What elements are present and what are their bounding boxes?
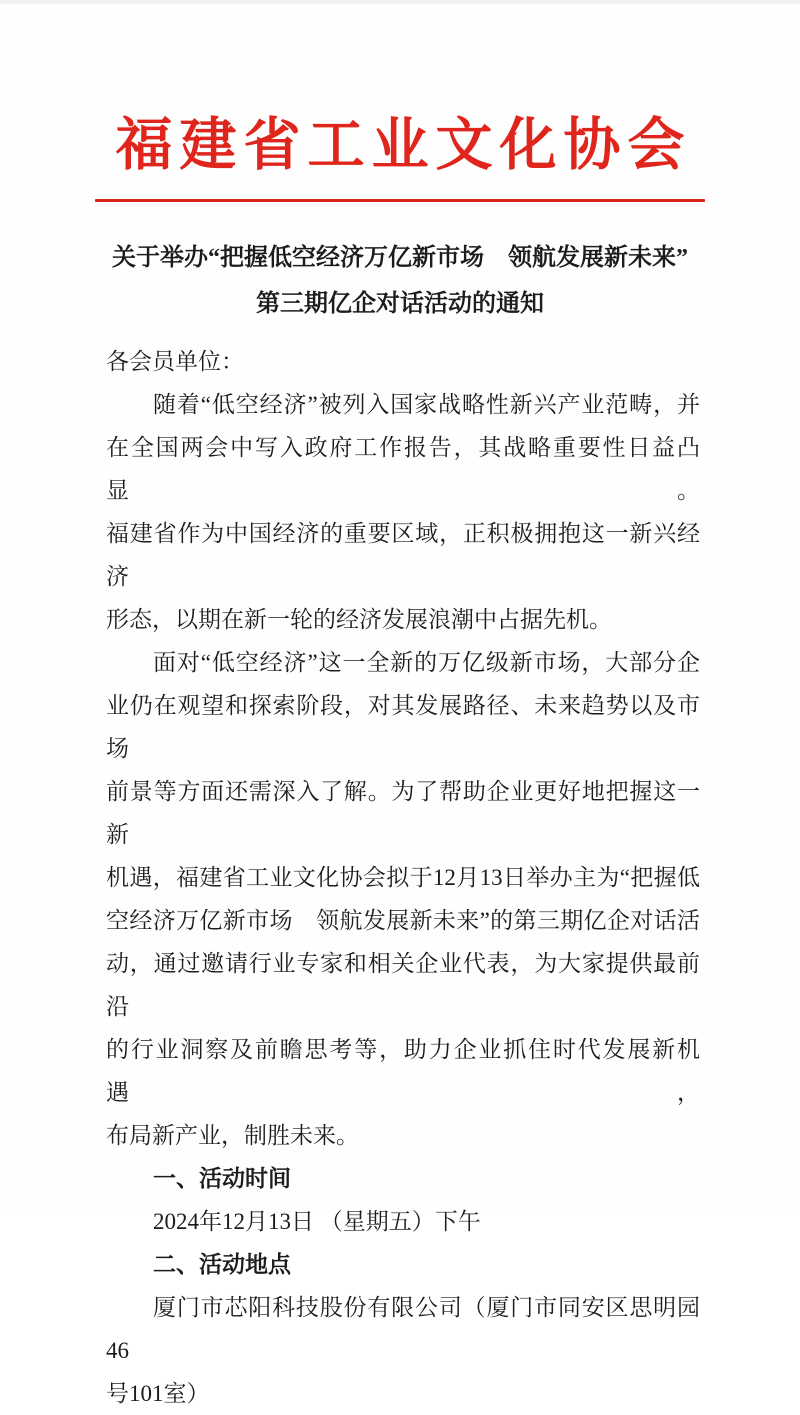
body-line: 一、活动时间: [153, 1166, 291, 1191]
body-line: 厦门市芯阳科技股份有限公司（厦门市同安区思明园46: [106, 1295, 700, 1363]
body-line: 动，通过邀请行业专家和相关企业代表，为大家提供最前沿: [106, 951, 700, 1019]
scan-edge-shadow: [0, 0, 800, 4]
body-line: 空经济万亿新市场 领航发展新未来”的第三期亿企对话活: [106, 908, 700, 933]
letterhead-org-title: 福建省工业文化协会: [115, 114, 692, 177]
body-line: 机遇，福建省工业文化协会拟于12月13日举办主为“把握低: [106, 865, 700, 890]
body-line: 面对“低空经济”这一全新的万亿级新市场，大部分企: [153, 650, 700, 675]
letterhead-divider-line: [95, 199, 705, 202]
body-line: 在全国两会中写入政府工作报告，其战略重要性日益凸显。: [106, 435, 700, 503]
body-line: 形态，以期在新一轮的经济发展浪潮中占据先机。: [106, 607, 612, 632]
body-line: 前景等方面还需深入了解。为了帮助企业更好地把握这一新: [106, 779, 700, 847]
document-title-line-2: 第三期亿企对话活动的通知: [256, 291, 544, 317]
body-line: 2024年12月13日 （星期五）下午: [153, 1209, 481, 1234]
document-title: [0, 235, 800, 327]
body-line: 福建省作为中国经济的重要区域，正积极拥抱这一新兴经济: [106, 521, 700, 589]
body-line: 二、活动地点: [153, 1252, 291, 1277]
body-line: 的行业洞察及前瞻思考等，助力企业抓住时代发展新机遇，: [106, 1037, 700, 1105]
body-line: 号101室）: [106, 1381, 210, 1406]
body-line: 布局新产业，制胜未来。: [106, 1123, 359, 1148]
document-title-line-1: 关于举办“把握低空经济万亿新市场 领航发展新未来”: [112, 245, 688, 271]
body-line: 随着“低空经济”被列入国家战略性新兴产业范畴，并: [153, 392, 700, 417]
body-line: 业仍在观望和探索阶段，对其发展路径、未来趋势以及市场: [106, 693, 700, 761]
body-line: 各会员单位：: [106, 349, 244, 374]
document-body: [106, 340, 700, 1415]
